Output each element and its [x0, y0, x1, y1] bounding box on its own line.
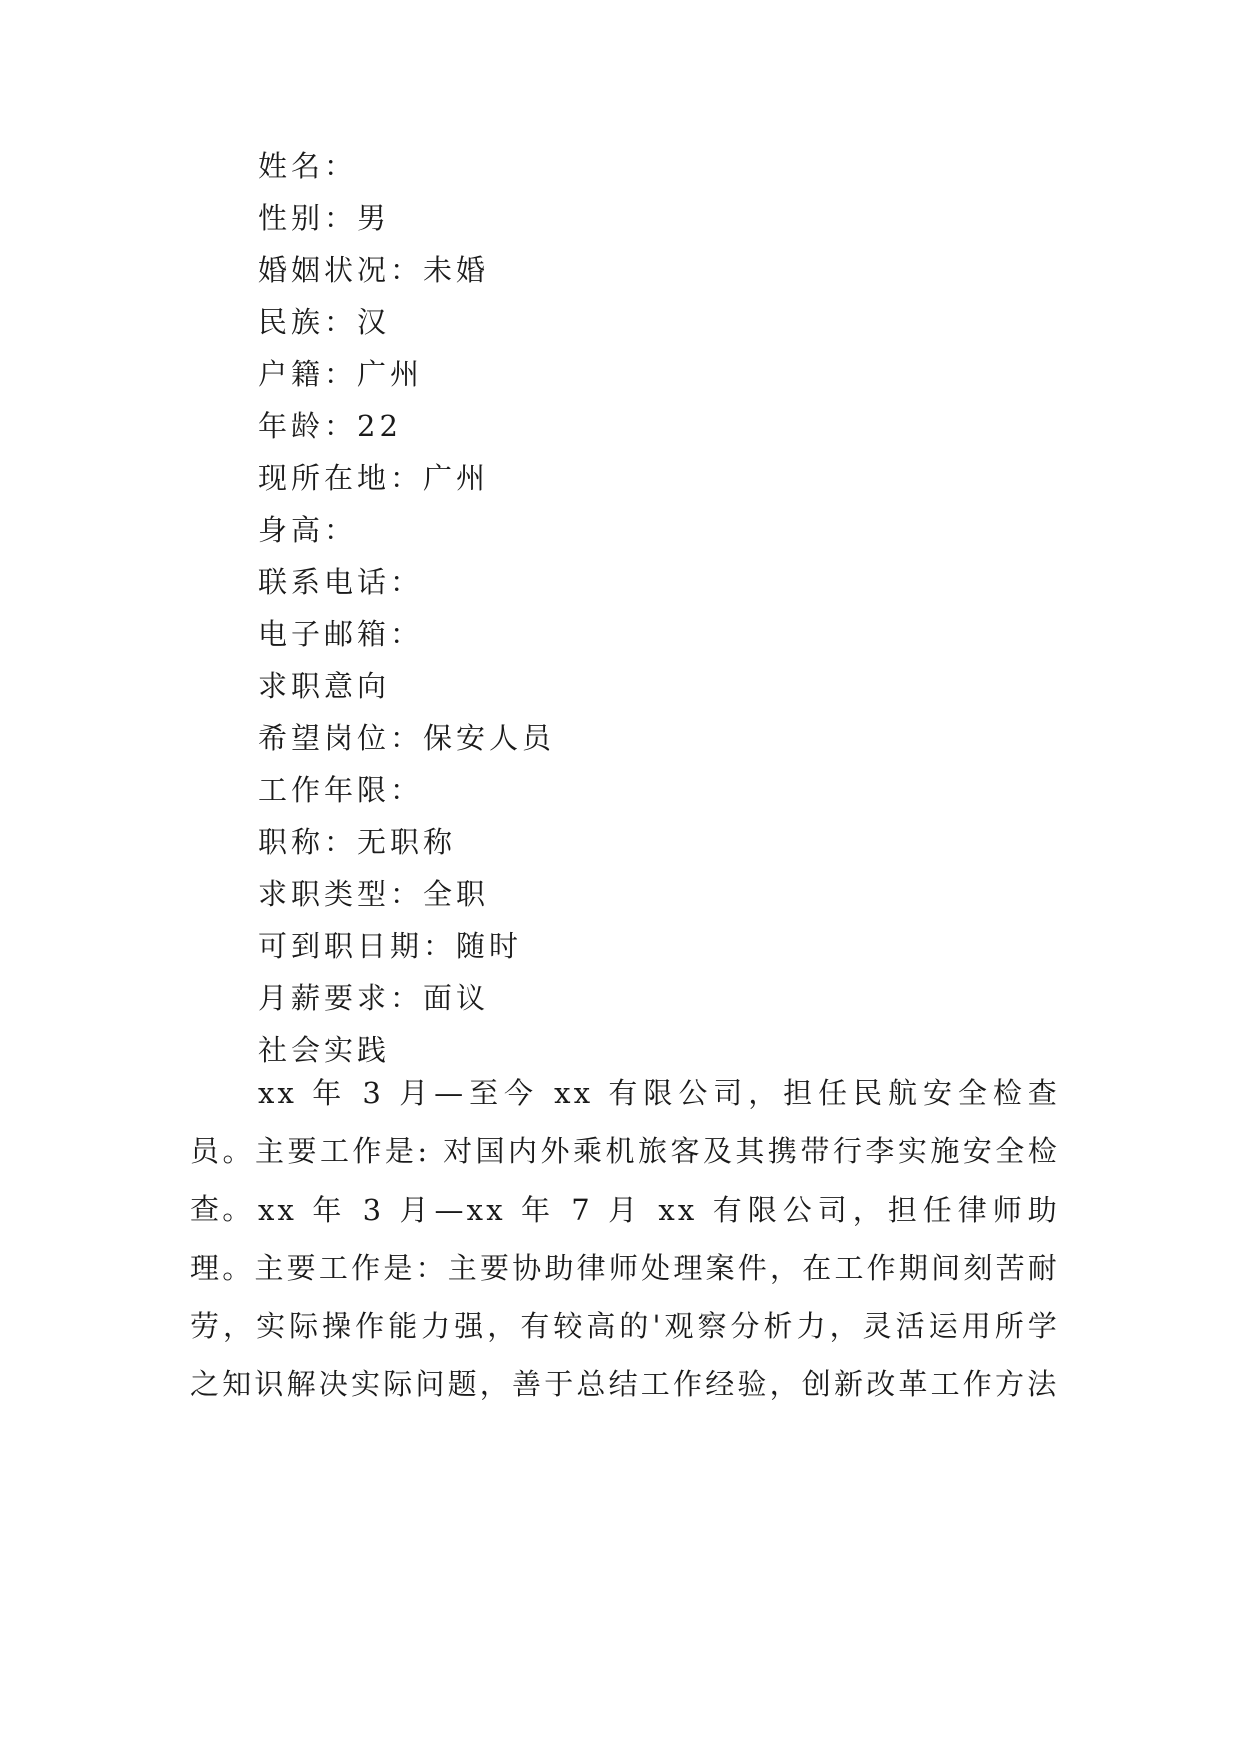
field-label: 求职类型：: [258, 877, 424, 911]
field-label: 职称：: [258, 825, 358, 859]
field-value: 面议: [423, 981, 490, 1015]
field-value: 22: [357, 409, 402, 443]
field-value: 保安人员: [423, 721, 556, 755]
field-value: 全职: [423, 877, 490, 911]
field-value: 未婚: [423, 253, 490, 287]
field-label: 电子邮箱：: [258, 617, 424, 651]
field-label: 姓名：: [258, 149, 358, 183]
field-value: 随时: [456, 929, 523, 963]
section-heading-social-practice: 社会实践: [258, 1033, 391, 1067]
field-height: [258, 510, 357, 550]
practice-paragraph: xx 年 3 月—至今 xx 有限公司，担任民航安全检查员。主要工作是: 对国内外乘机旅客及其携带行李实施安全检查。: [190, 1076, 1060, 1226]
field-salary: [258, 978, 489, 1018]
field-label: 现所在地：: [258, 461, 424, 495]
field-value: 男: [357, 201, 391, 235]
section-heading-job-intent: 求职意向: [258, 669, 391, 703]
field-label: 年龄：: [258, 409, 358, 443]
field-label: 性别：: [258, 201, 358, 235]
field-label: 希望岗位：: [258, 721, 424, 755]
field-label: 可到职日期：: [258, 929, 457, 963]
field-job-type: [258, 874, 489, 914]
field-age: [258, 406, 402, 446]
field-marital-status: [258, 250, 489, 290]
field-title: [258, 822, 456, 862]
field-label: 身高：: [258, 513, 358, 547]
field-gender: [258, 198, 390, 238]
field-value: 广州: [357, 357, 424, 391]
field-label: 户籍：: [258, 357, 358, 391]
field-label: 工作年限：: [258, 773, 424, 807]
field-value: 无职称: [357, 825, 457, 859]
field-name: [258, 146, 357, 186]
field-desired-position: [258, 718, 555, 758]
practice-paragraph: xx 年 3 月—xx 年 7 月 xx 有限公司，担任律师助理。主要工作是：主要协助律师处理案件，在工作期间刻苦耐劳，实际操作能力强，有较高的'观察分析力，灵活运用所学之知识解决实际问题，善于总结工作经验，创新改革工作方法: [190, 1193, 1060, 1401]
field-value: 汉: [357, 305, 391, 339]
field-start-date: [258, 926, 522, 966]
field-label: 婚姻状况：: [258, 253, 424, 287]
field-ethnicity: [258, 302, 390, 342]
field-household-registration: [258, 354, 423, 394]
field-label: 月薪要求：: [258, 981, 424, 1015]
field-current-location: [258, 458, 489, 498]
field-email: [258, 614, 423, 654]
field-value: 广州: [423, 461, 490, 495]
field-phone: [258, 562, 423, 602]
field-label: 民族：: [258, 305, 358, 339]
field-label: 联系电话：: [258, 565, 424, 599]
field-work-years: [258, 770, 423, 810]
